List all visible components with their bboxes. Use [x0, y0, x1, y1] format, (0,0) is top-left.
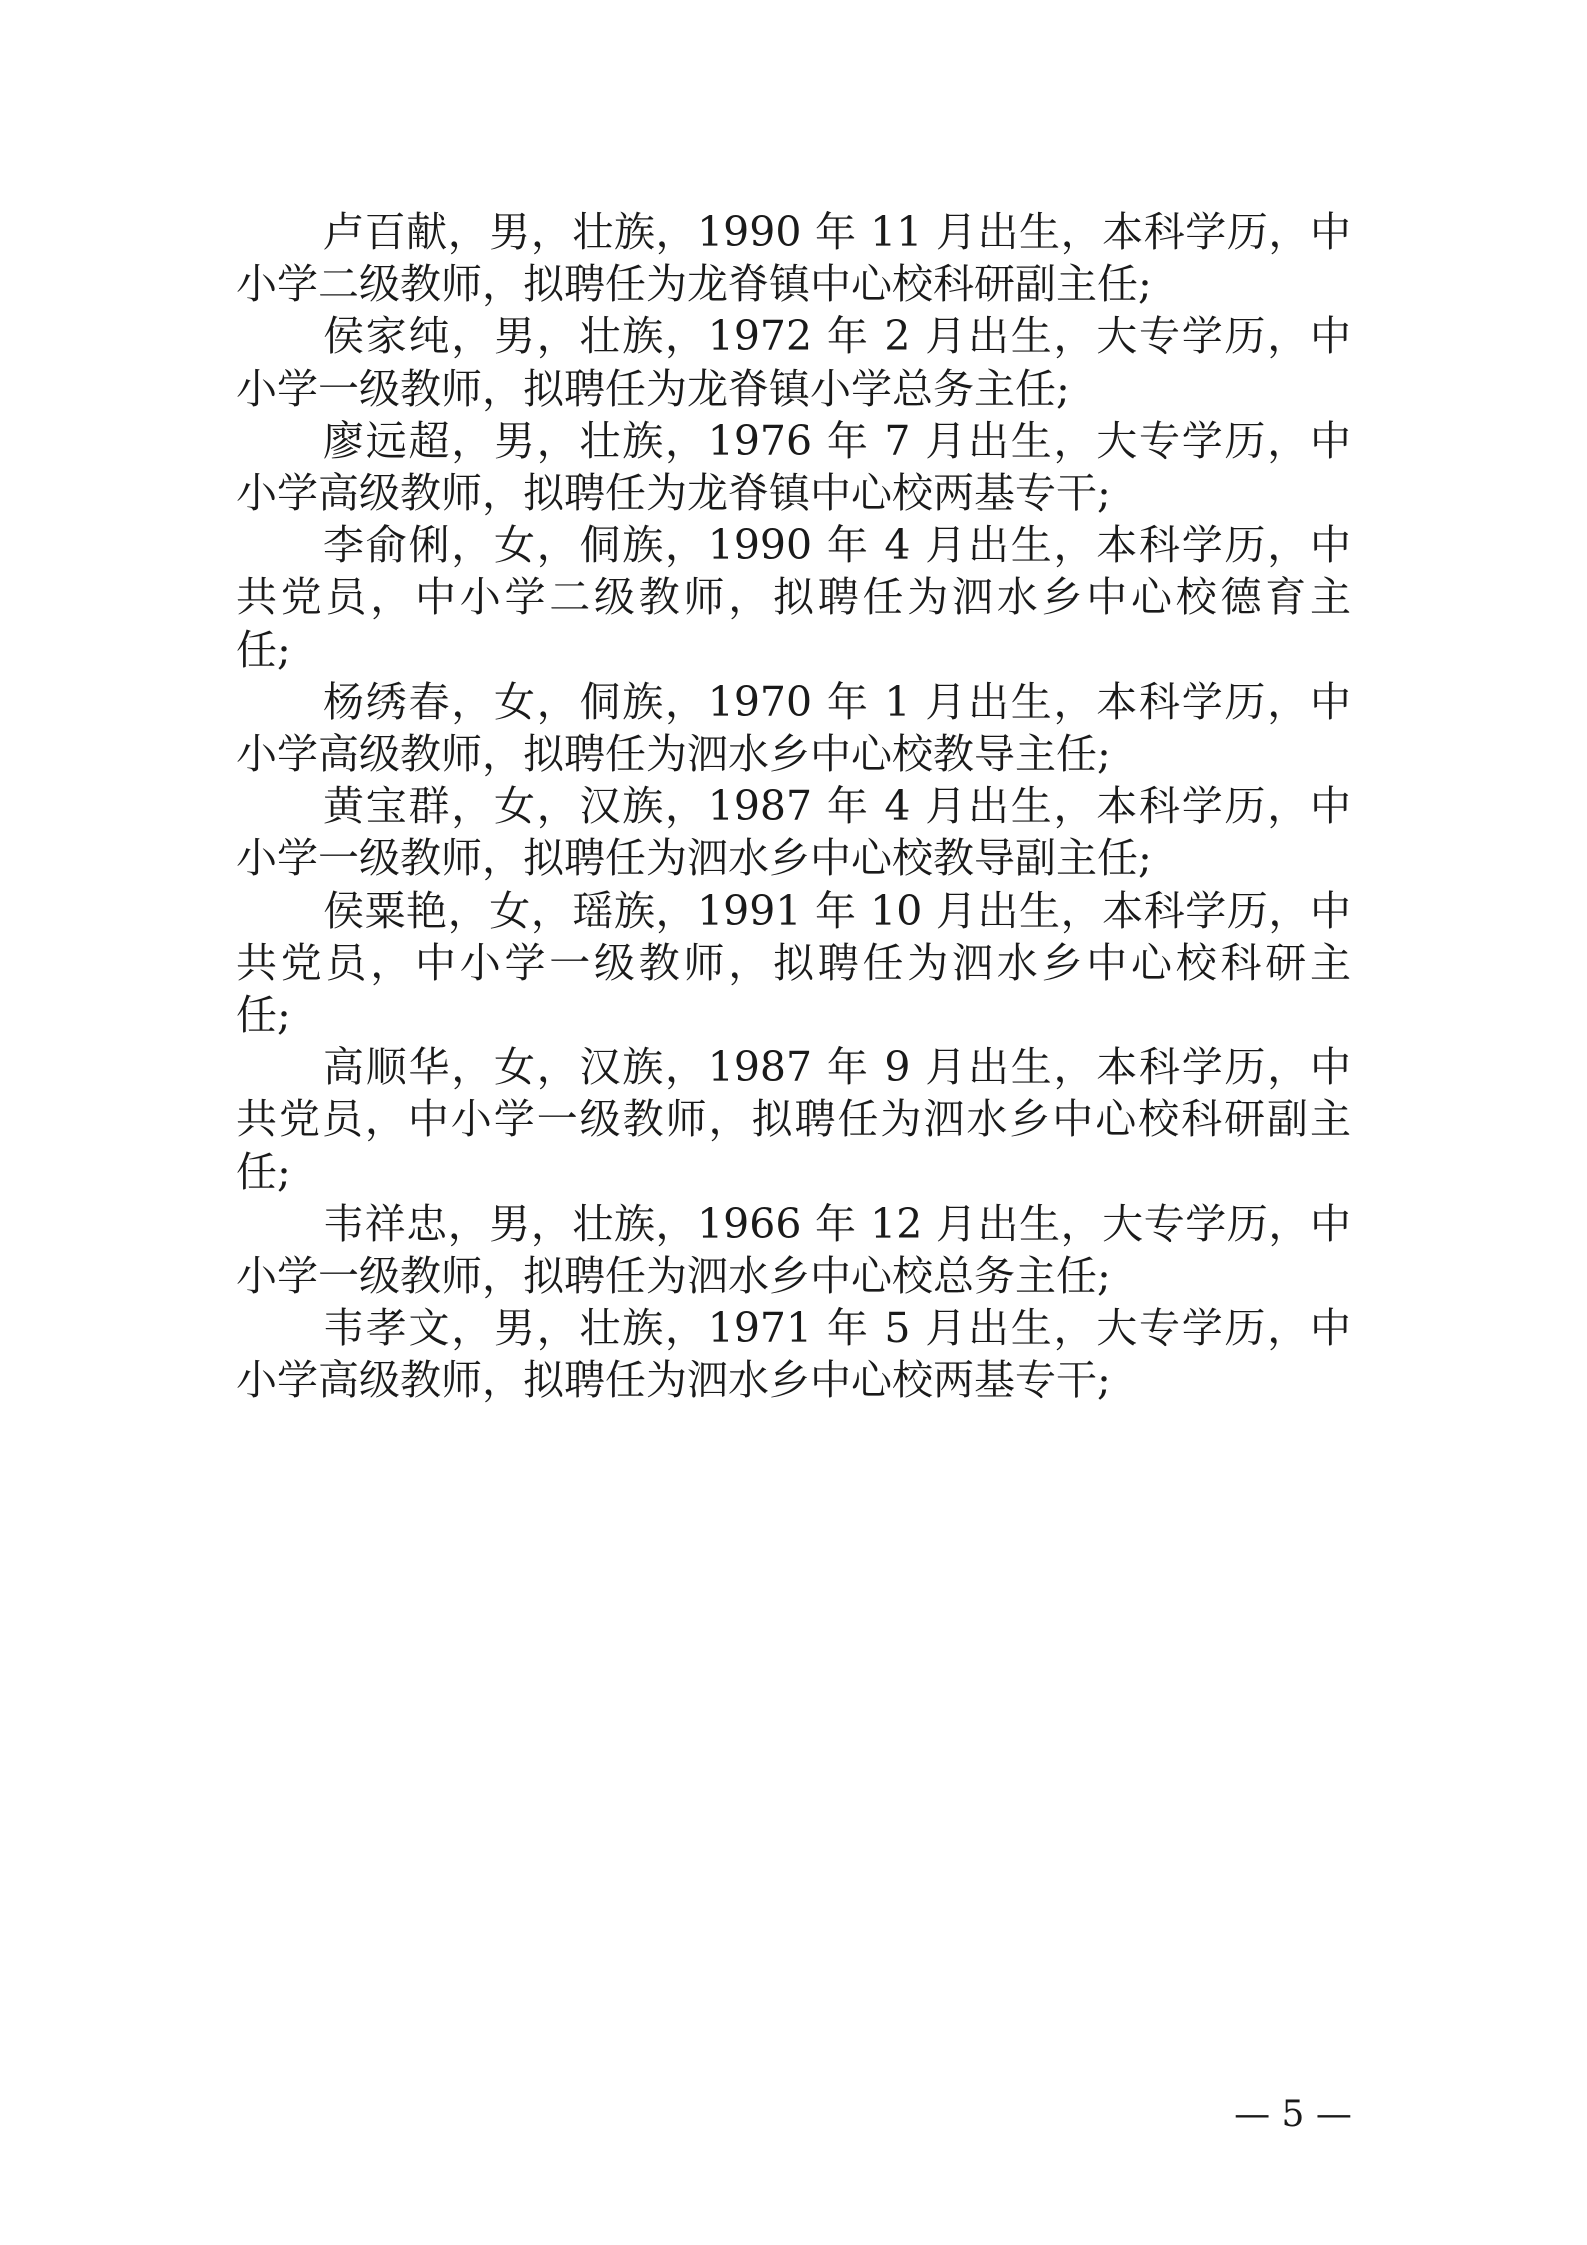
paragraph-line: 卢百献，男，壮族，1990 年 11 月出生，本科学历，中 — [323, 208, 1351, 256]
paragraph-line: 小学一级教师，拟聘任为泗水乡中心校教导副主任; — [236, 834, 1152, 882]
paragraph-line: 共党员，中小学二级教师，拟聘任为泗水乡中心校德育主 — [236, 573, 1351, 621]
paragraph-line: 杨绣春，女，侗族，1970 年 1 月出生，本科学历，中 — [323, 678, 1351, 726]
paragraph-line: 任; — [236, 1148, 291, 1196]
paragraph-line: 共党员，中小学一级教师，拟聘任为泗水乡中心校科研主 — [236, 939, 1351, 987]
paragraph-line: 侯粟艳，女，瑶族，1991 年 10 月出生，本科学历，中 — [323, 887, 1351, 935]
paragraph-line: 韦祥忠，男，壮族，1966 年 12 月出生，大专学历，中 — [323, 1200, 1351, 1248]
paragraph-line: 小学高级教师，拟聘任为泗水乡中心校教导主任; — [236, 730, 1111, 778]
paragraph-line: 小学一级教师，拟聘任为泗水乡中心校总务主任; — [236, 1252, 1111, 1300]
paragraph-line: 李俞俐，女，侗族，1990 年 4 月出生，本科学历，中 — [323, 521, 1351, 569]
paragraph-line: 小学高级教师，拟聘任为龙脊镇中心校两基专干; — [236, 469, 1111, 517]
paragraph-line: 廖远超，男，壮族，1976 年 7 月出生，大专学历，中 — [323, 417, 1351, 465]
page-number: — 5 — — [1234, 2094, 1352, 2135]
paragraph-line: 任; — [236, 991, 291, 1039]
paragraph-line: 高顺华，女，汉族，1987 年 9 月出生，本科学历，中 — [323, 1043, 1351, 1091]
paragraph-line: 小学一级教师，拟聘任为龙脊镇小学总务主任; — [236, 365, 1070, 413]
paragraph-line: 侯家纯，男，壮族，1972 年 2 月出生，大专学历，中 — [323, 312, 1351, 360]
paragraph-line: 小学高级教师，拟聘任为泗水乡中心校两基专干; — [236, 1356, 1111, 1404]
paragraph-line: 共党员，中小学一级教师，拟聘任为泗水乡中心校科研副主 — [236, 1095, 1351, 1143]
paragraph-line: 黄宝群，女，汉族，1987 年 4 月出生，本科学历，中 — [323, 782, 1351, 830]
paragraph-line: 韦孝文，男，壮族，1971 年 5 月出生，大专学历，中 — [323, 1304, 1351, 1352]
paragraph-line: 任; — [236, 626, 291, 674]
paragraph-line: 小学二级教师，拟聘任为龙脊镇中心校科研副主任; — [236, 260, 1152, 308]
